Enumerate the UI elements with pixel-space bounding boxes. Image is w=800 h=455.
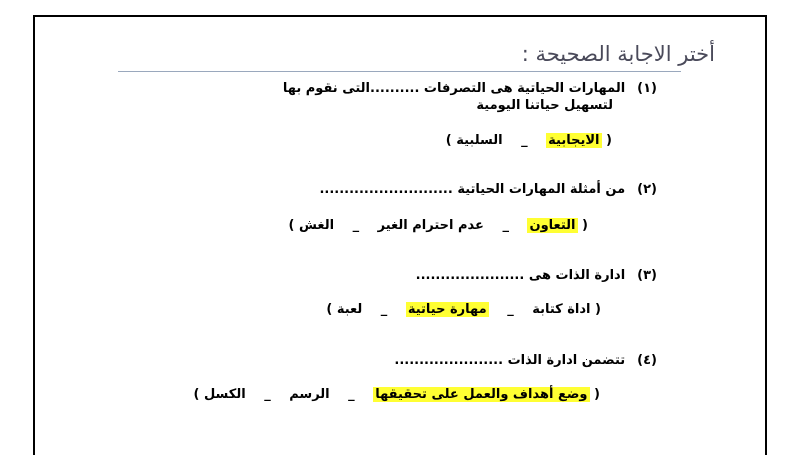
option-separator: _ [380,302,388,317]
close-paren: ) [326,302,333,317]
open-paren: ( [594,387,600,402]
question-text: المهارات الحياتية هى التصرفات ..........التى نقوم بها [282,81,626,96]
question-4-options [193,387,600,402]
option-1[interactable]: التعاون [529,218,576,233]
question-text: تتضمن ادارة الذات ...................... [394,353,626,368]
question-text: لتسهيل حياتنا اليومية [476,98,613,113]
option-3[interactable]: الغش [299,218,335,233]
option-3[interactable]: الكسل [203,387,246,402]
option-separator: _ [264,387,271,402]
question-1-options [446,133,612,148]
option-separator: _ [348,387,355,402]
option-2[interactable]: السلبية [456,133,503,148]
question-text: من أمثلة المهارات الحياتية ........................... [319,182,626,197]
option-1[interactable]: وضع أهداف والعمل على تحقيقها [375,387,588,402]
open-paren: ( [595,302,601,317]
option-1[interactable]: الايجابية [548,133,600,148]
question-1-continued [476,98,613,113]
question-3-options [326,302,601,317]
question-4 [394,353,657,368]
close-paren: ) [288,218,295,233]
title-divider [118,71,681,72]
question-number: (٢) [637,182,657,197]
question-2 [319,182,657,197]
close-paren: ) [445,133,452,148]
option-separator: _ [502,218,509,233]
option-3[interactable]: لعبة [336,302,363,317]
question-3 [416,268,657,283]
question-number: (٤) [637,353,657,368]
page-title: أختر الاجابة الصحيحة : [521,42,715,66]
option-separator: _ [507,302,514,317]
question-number: (٣) [637,268,657,283]
option-1[interactable]: اداة كتابة [532,302,591,317]
question-number: (١) [637,81,657,96]
open-paren: ( [582,218,588,233]
question-1 [283,81,657,96]
option-separator: _ [352,218,360,233]
option-2[interactable]: مهارة حياتية [407,302,487,317]
option-2[interactable]: الرسم [289,387,330,402]
option-separator: _ [521,133,528,148]
option-2[interactable]: عدم احترام الغير [377,218,484,233]
close-paren: ) [193,387,200,402]
open-paren: ( [606,133,612,148]
question-text: ادارة الذات هى ...................... [415,268,626,283]
question-2-options [289,218,588,233]
